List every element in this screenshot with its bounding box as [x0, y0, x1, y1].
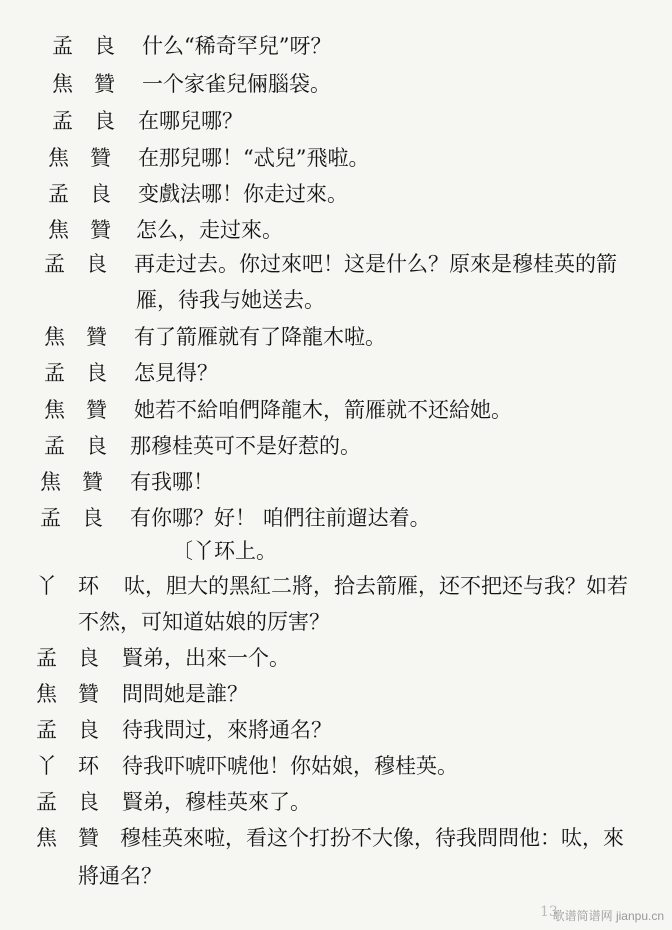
dialogue-continuation: 雁，待我与她送去。 [136, 288, 325, 312]
stage-direction: 〔丫环上。 [172, 539, 277, 563]
dialogue-text: 那穆桂英可不是好惹的。 [130, 434, 361, 458]
script-line: 孟 良 再走过去。你过來吧！这是什么？原來是穆桂英的箭 [0, 246, 672, 282]
dialogue-text: 有了箭雁就有了降龍木啦。 [134, 325, 386, 349]
script-line: 孟 良 賢弟，穆桂英來了。 [0, 784, 672, 820]
script-line: 孟 良 什么“稀奇罕兒”呀？ [0, 28, 672, 64]
dialogue-text: 賢弟，穆桂英來了。 [122, 790, 311, 814]
script-line: 焦 贊 問問她是誰？ [0, 676, 672, 712]
dialogue-text: 怎見得？ [134, 361, 218, 385]
dialogue-text: 有你哪？好！ 咱們往前遛达着。 [130, 506, 431, 530]
script-line [0, 282, 672, 318]
dialogue-text: 呔，胆大的黑紅二將，拾去箭雁，还不把还与我？如若 [124, 574, 628, 598]
dialogue-continuation: 不然，可知道姑娘的厉害？ [78, 610, 330, 634]
dialogue-continuation: 將通名？ [78, 864, 162, 888]
dialogue-text: 待我吓唬吓唬他！你姑娘，穆桂英。 [122, 754, 458, 778]
script-line: 孟 良 賢弟，出來一个。 [0, 640, 672, 676]
script-line: 焦 贊 在那兒哪！“忒兒”飛啦。 [0, 140, 672, 176]
script-line: 丫 环 待我吓唬吓唬他！你姑娘，穆桂英。 [0, 748, 672, 784]
script-line [0, 533, 672, 569]
script-line [0, 604, 672, 640]
script-line [0, 858, 672, 894]
dialogue-text: 在那兒哪！“忒兒”飛啦。 [138, 146, 370, 170]
script-line: 焦 贊 有我哪！ [0, 464, 672, 500]
dialogue-text: 变戲法哪！你走过來。 [138, 182, 348, 206]
dialogue-text: 再走过去。你过來吧！这是什么？原來是穆桂英的箭 [134, 252, 617, 276]
watermark-text: 歌谱简谱网 jianpu.cn [552, 909, 664, 923]
script-line: 丫 环 呔，胆大的黑紅二將，拾去箭雁，还不把还与我？如若 [0, 568, 672, 604]
script-line: 孟 良 那穆桂英可不是好惹的。 [0, 428, 672, 464]
dialogue-text: 穆桂英來啦，看这个打扮不大像，待我問問他：呔，來 [120, 826, 624, 850]
dialogue-text: 什么“稀奇罕兒”呀？ [142, 34, 332, 58]
script-line: 孟 良 在哪兒哪？ [0, 103, 672, 139]
script-line: 孟 良 变戲法哪！你走过來。 [0, 176, 672, 212]
dialogue-text: 待我問过，來將通名？ [122, 718, 332, 742]
dialogue-text: 有我哪！ [130, 470, 214, 494]
dialogue-text: 她若不給咱們降龍木，箭雁就不还給她。 [134, 398, 512, 422]
script-line: 孟 良 待我問过，來將通名？ [0, 712, 672, 748]
page-number: 13 [540, 904, 558, 920]
script-line: 焦 贊 一个家雀兒倆腦袋。 [0, 66, 672, 102]
dialogue-text: 一个家雀兒倆腦袋。 [142, 72, 331, 96]
dialogue-text: 怎么，走过來。 [136, 218, 283, 242]
script-line: 孟 良 有你哪？好！ 咱們往前遛达着。 [0, 500, 672, 536]
script-line: 焦 贊 有了箭雁就有了降龍木啦。 [0, 319, 672, 355]
script-line: 焦 贊 她若不給咱們降龍木，箭雁就不还給她。 [0, 392, 672, 428]
script-line: 焦 贊 穆桂英來啦，看这个打扮不大像，待我問問他：呔，來 [0, 820, 672, 856]
dialogue-text: 問問她是誰？ [122, 682, 248, 706]
script-line: 焦 贊 怎么，走过來。 [0, 212, 672, 248]
dialogue-text: 在哪兒哪？ [138, 109, 243, 133]
script-line: 孟 良 怎見得？ [0, 355, 672, 391]
dialogue-text: 賢弟，出來一个。 [122, 646, 290, 670]
